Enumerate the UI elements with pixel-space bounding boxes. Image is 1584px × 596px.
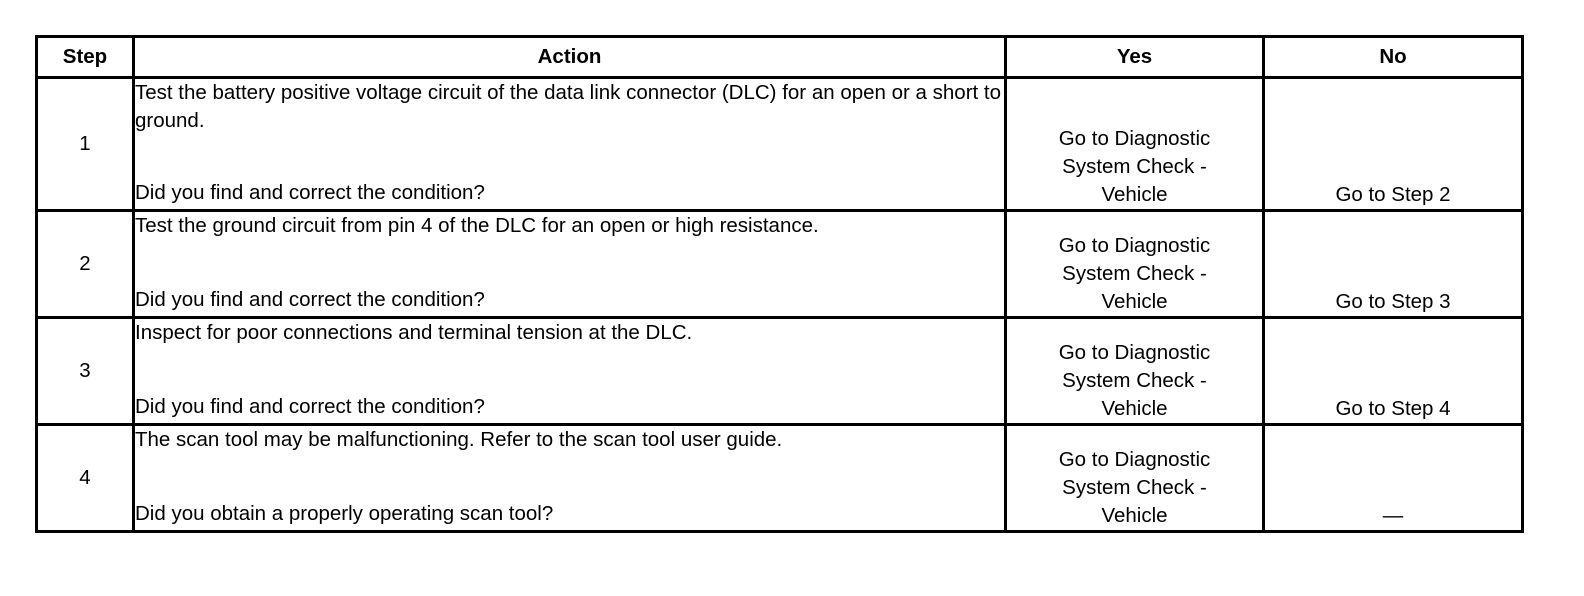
no-cell: Go to Step 2 — [1264, 78, 1523, 211]
header-row — [37, 37, 1523, 78]
yes-line: Go to Diagnostic — [1058, 448, 1211, 471]
question-text: Did you find and correct the condition? — [135, 395, 485, 418]
yes-line: System Check - — [1062, 369, 1207, 392]
action-text: The scan tool may be malfunctioning. Refer to the scan tool user guide. — [135, 428, 783, 451]
yes-line: Vehicle — [1101, 183, 1168, 206]
header-no: No — [1264, 37, 1523, 78]
question-text: Did you find and correct the condition? — [135, 288, 485, 311]
yes-cell — [1006, 425, 1264, 532]
action-text: Inspect for poor connections and terminal tension at the DLC. — [135, 321, 693, 344]
action-text: Test the ground circuit from pin 4 of the DLC for an open or high resistance. — [135, 214, 819, 237]
step-number: 1 — [37, 78, 134, 211]
action-cell — [134, 318, 1006, 425]
header-yes: Yes — [1006, 37, 1264, 78]
action-cell — [134, 425, 1006, 532]
header-action: Action — [134, 37, 1006, 78]
yes-cell — [1006, 318, 1264, 425]
yes-line: Go to Diagnostic — [1058, 127, 1211, 150]
question-text: Did you obtain a properly operating scan tool? — [135, 502, 554, 525]
yes-line: Vehicle — [1101, 290, 1168, 313]
no-cell: Go to Step 4 — [1264, 318, 1523, 425]
yes-cell — [1006, 78, 1264, 211]
step-number: 2 — [37, 211, 134, 318]
diagnostic-table — [35, 35, 1524, 533]
yes-line: System Check - — [1062, 155, 1207, 178]
yes-line: Go to Diagnostic — [1058, 234, 1211, 257]
table-row — [37, 318, 1523, 425]
yes-line: Go to Diagnostic — [1058, 341, 1211, 364]
yes-line: Vehicle — [1101, 397, 1168, 420]
step-number: 3 — [37, 318, 134, 425]
yes-line: System Check - — [1062, 262, 1207, 285]
table-row — [37, 78, 1523, 211]
action-cell — [134, 78, 1006, 211]
table-row — [37, 425, 1523, 532]
yes-cell — [1006, 211, 1264, 318]
action-cell — [134, 211, 1006, 318]
table-row — [37, 211, 1523, 318]
yes-line: Vehicle — [1101, 504, 1168, 527]
action-text: Test the battery positive voltage circuit of the data link connector (DLC) for an open or a short to ground. — [135, 81, 1002, 132]
no-cell: Go to Step 3 — [1264, 211, 1523, 318]
step-number: 4 — [37, 425, 134, 532]
no-cell: — — [1264, 425, 1523, 532]
question-text: Did you find and correct the condition? — [135, 181, 485, 204]
yes-line: System Check - — [1062, 476, 1207, 499]
header-step: Step — [37, 37, 134, 78]
